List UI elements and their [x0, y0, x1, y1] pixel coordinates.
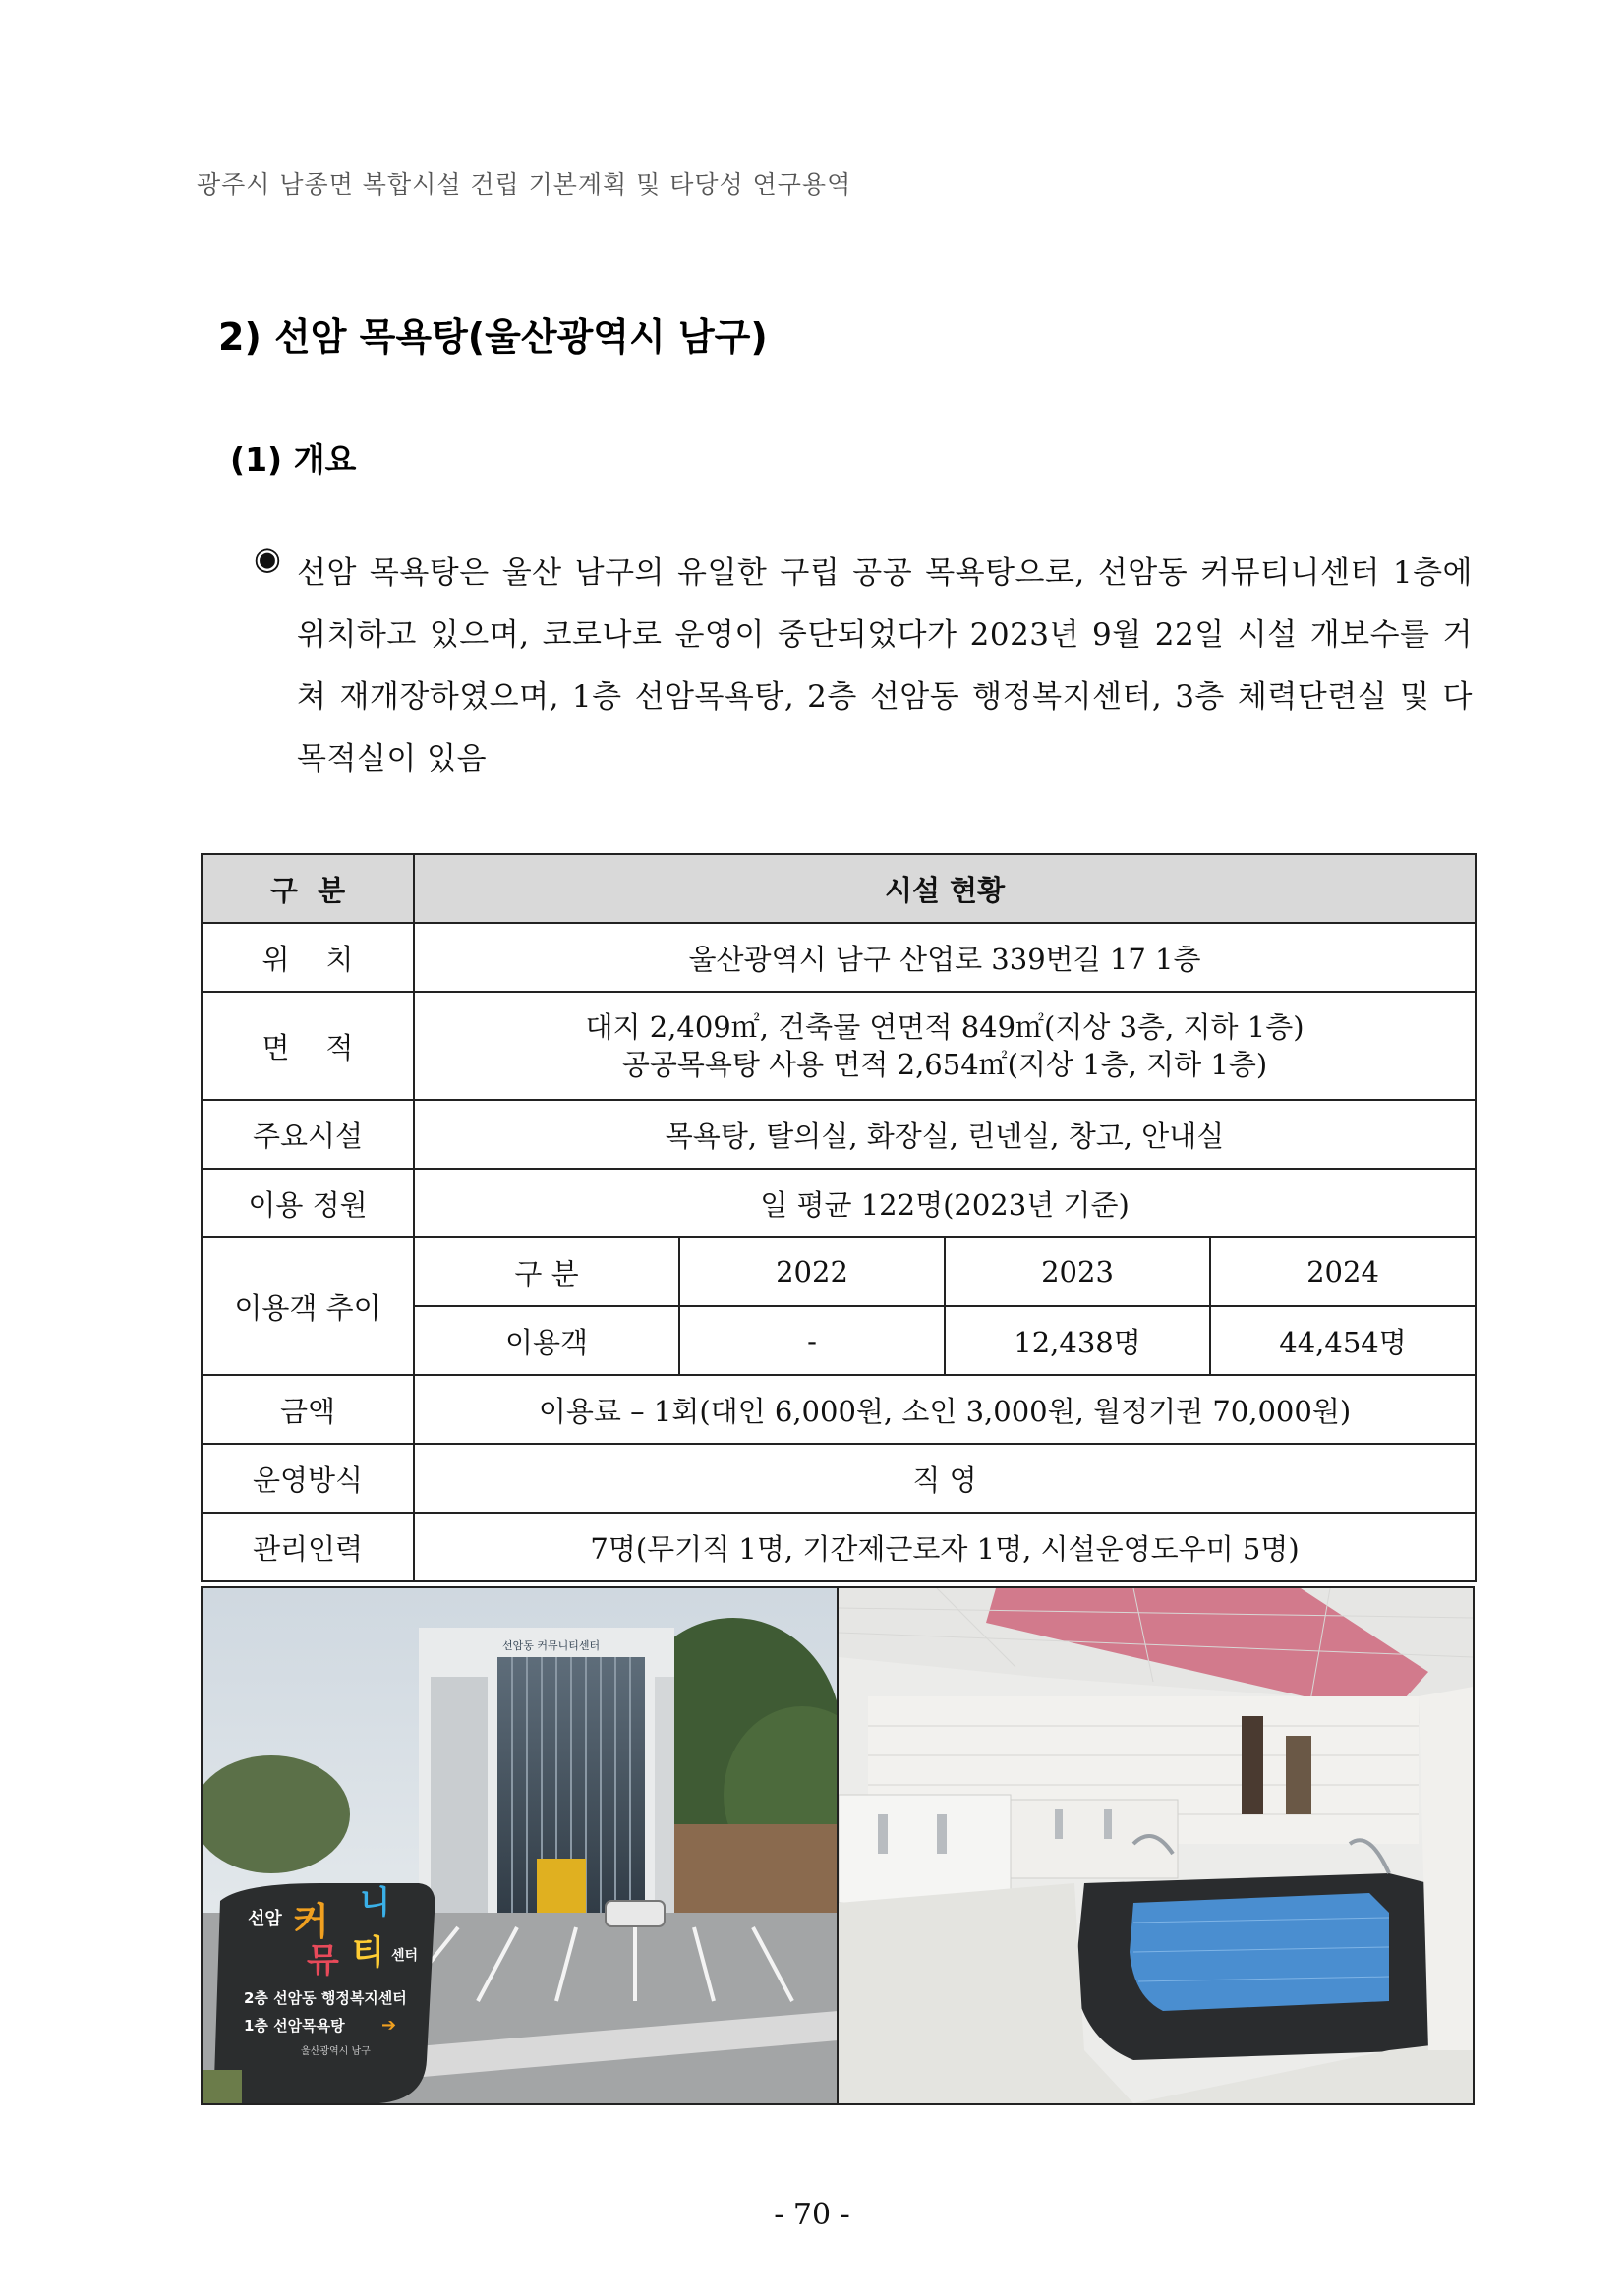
table-row: [202, 1169, 1476, 1237]
table-row: [202, 1375, 1476, 1444]
sign-district-text: 울산광역시 남구: [301, 2046, 371, 2057]
sign-floor2-text: 2층 선암동 행정복지센터: [244, 1989, 407, 2007]
row-label: 이용 정원: [202, 1169, 414, 1237]
staff-value: 7명(무기직 1명, 기간제근로자 1명, 시설운영도우미 5명): [414, 1513, 1476, 1581]
capacity-value: 일 평균 122명(2023년 기준): [414, 1169, 1476, 1237]
area-value: [414, 992, 1476, 1100]
bullet-icon: ◉: [254, 540, 281, 577]
header-category: 구 분: [202, 854, 414, 923]
table-row: [202, 1237, 1476, 1306]
trend-header-cell: 2022: [679, 1237, 945, 1306]
document-header: 광주시 남종면 복합시설 건립 기본계획 및 타당성 연구용역: [197, 170, 852, 199]
fee-value: 이용료 – 1회(대인 6,000원, 소인 3,000원, 월정기권 70,000원): [414, 1375, 1476, 1444]
trend-header-cell: 2024: [1210, 1237, 1476, 1306]
trend-header-cell: 구 분: [414, 1237, 679, 1306]
building-exterior-photo: [203, 1588, 839, 2103]
table-row: [202, 1444, 1476, 1513]
table-row: [202, 992, 1476, 1100]
trend-value-cell: 44,454명: [1210, 1306, 1476, 1375]
trend-value-cell: 12,438명: [945, 1306, 1210, 1375]
location-value: 울산광역시 남구 산업로 339번길 17 1층: [414, 923, 1476, 992]
operation-value: 직 영: [414, 1444, 1476, 1513]
row-label: 금액: [202, 1375, 414, 1444]
row-label: 관리인력: [202, 1513, 414, 1581]
page-number: - 70 -: [774, 2198, 850, 2232]
building-sign-text: 선암동 커뮤니티센터: [502, 1639, 601, 1652]
row-label: 운영방식: [202, 1444, 414, 1513]
sign-name-text: 선암: [248, 1909, 282, 1929]
sign-letter-2: 뮤: [307, 1941, 339, 1980]
row-label: 면 적: [202, 992, 414, 1100]
trend-value-cell: 이용객: [414, 1306, 679, 1375]
section-title: 2) 선암 목욕탕(울산광역시 남구): [218, 316, 768, 359]
sign-letter-1: 커: [293, 1900, 329, 1943]
trend-value-cell: -: [679, 1306, 945, 1375]
subsection-title: (1) 개요: [230, 440, 357, 479]
area-line-1: 대지 2,409㎡, 건축물 연면적 849㎡(지상 3층, 지하 1층): [585, 1010, 1305, 1044]
arrow-right-icon: ➔: [381, 2015, 397, 2036]
overview-paragraph: 선암 목욕탕은 울산 남구의 유일한 구립 공공 목욕탕으로, 선암동 커뮤티니센터 1층에 위치하고 있으며, 코로나로 운영이 중단되었다가 2023년 9월 22일 시설 개보수를 거쳐 재개장하였으며, 1층 선암목욕탕, 2층 선암동 행정복지센터, 3층 체력단련실 및 다목적실이 있음: [297, 555, 1473, 776]
sign-center-text: 센터: [391, 1948, 419, 1964]
table-row: [202, 1100, 1476, 1169]
row-label: 주요시설: [202, 1100, 414, 1169]
photo-row: [201, 1586, 1475, 2105]
row-label: 위 치: [202, 923, 414, 992]
bathhouse-interior-photo: [839, 1588, 1473, 2103]
table-row: [202, 1513, 1476, 1581]
header-status: 시설 현황: [414, 854, 1476, 923]
row-label: 이용객 추이: [202, 1237, 414, 1375]
sign-letter-3: 니: [360, 1883, 390, 1921]
facility-table: [201, 853, 1477, 1582]
trend-header-cell: 2023: [945, 1237, 1210, 1306]
area-line-2: 공공목욕탕 사용 면적 2,654㎡(지상 1층, 지하 1층): [621, 1048, 1268, 1081]
sign-floor1-text: 1층 선암목욕탕: [244, 2017, 345, 2035]
sign-letter-4: 티: [352, 1933, 384, 1973]
facilities-value: 목욕탕, 탈의실, 화장실, 린넨실, 창고, 안내실: [414, 1100, 1476, 1169]
table-header-row: [202, 854, 1476, 923]
table-row: [202, 923, 1476, 992]
